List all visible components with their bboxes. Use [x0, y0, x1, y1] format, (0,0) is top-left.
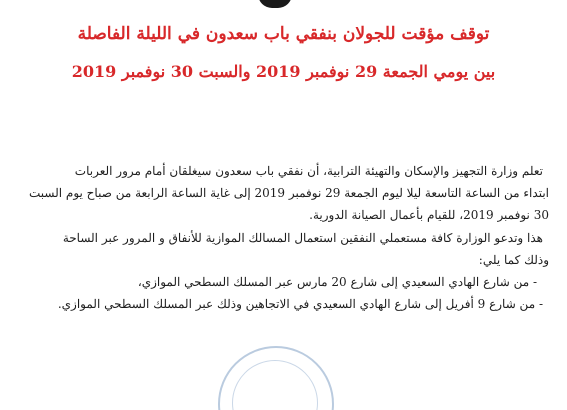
official-stamp — [218, 346, 334, 410]
header-emblem-fragment — [258, 0, 292, 8]
official-stamp-inner-ring — [232, 360, 318, 410]
body-line: - من شارع 9 أفريل إلى شارع الهادي السعيدي في الاتجاهين وذلك عبر المسلك السطحي الموازي. — [57, 297, 543, 311]
document-title: توقف مؤقت للجولان بنفقي باب سعدون في الليلة الفاصلة — [77, 24, 490, 44]
body-line: وذلك كما يلي: — [478, 253, 549, 267]
document-subtitle: بين يومي الجمعة 29 نوفمبر 2019 والسبت 30 نوفمبر 2019 — [71, 62, 496, 81]
body-line: تعلم وزارة التجهيز والإسكان والتهيئة الترابية، أن نفقي باب سعدون سيغلقان أمام مرور العربات — [74, 164, 543, 178]
body-line: 30 نوفمبر 2019، للقيام بأعمال الصيانة الدورية. — [309, 208, 549, 222]
body-line: ابتداء من الساعة التاسعة ليلا ليوم الجمعة 29 نوفمبر 2019 إلى غاية الساعة الرابعة من صباح يوم السبت — [28, 186, 549, 200]
body-line: هذا وتدعو الوزارة كافة مستعملي النفقين استعمال المسالك الموازية للأنفاق و المرور عبر الساحة — [62, 231, 543, 245]
body-line: - من شارع الهادي السعيدي إلى شارع 20 مارس عبر المسلك السطحي الموازي، — [137, 275, 537, 289]
